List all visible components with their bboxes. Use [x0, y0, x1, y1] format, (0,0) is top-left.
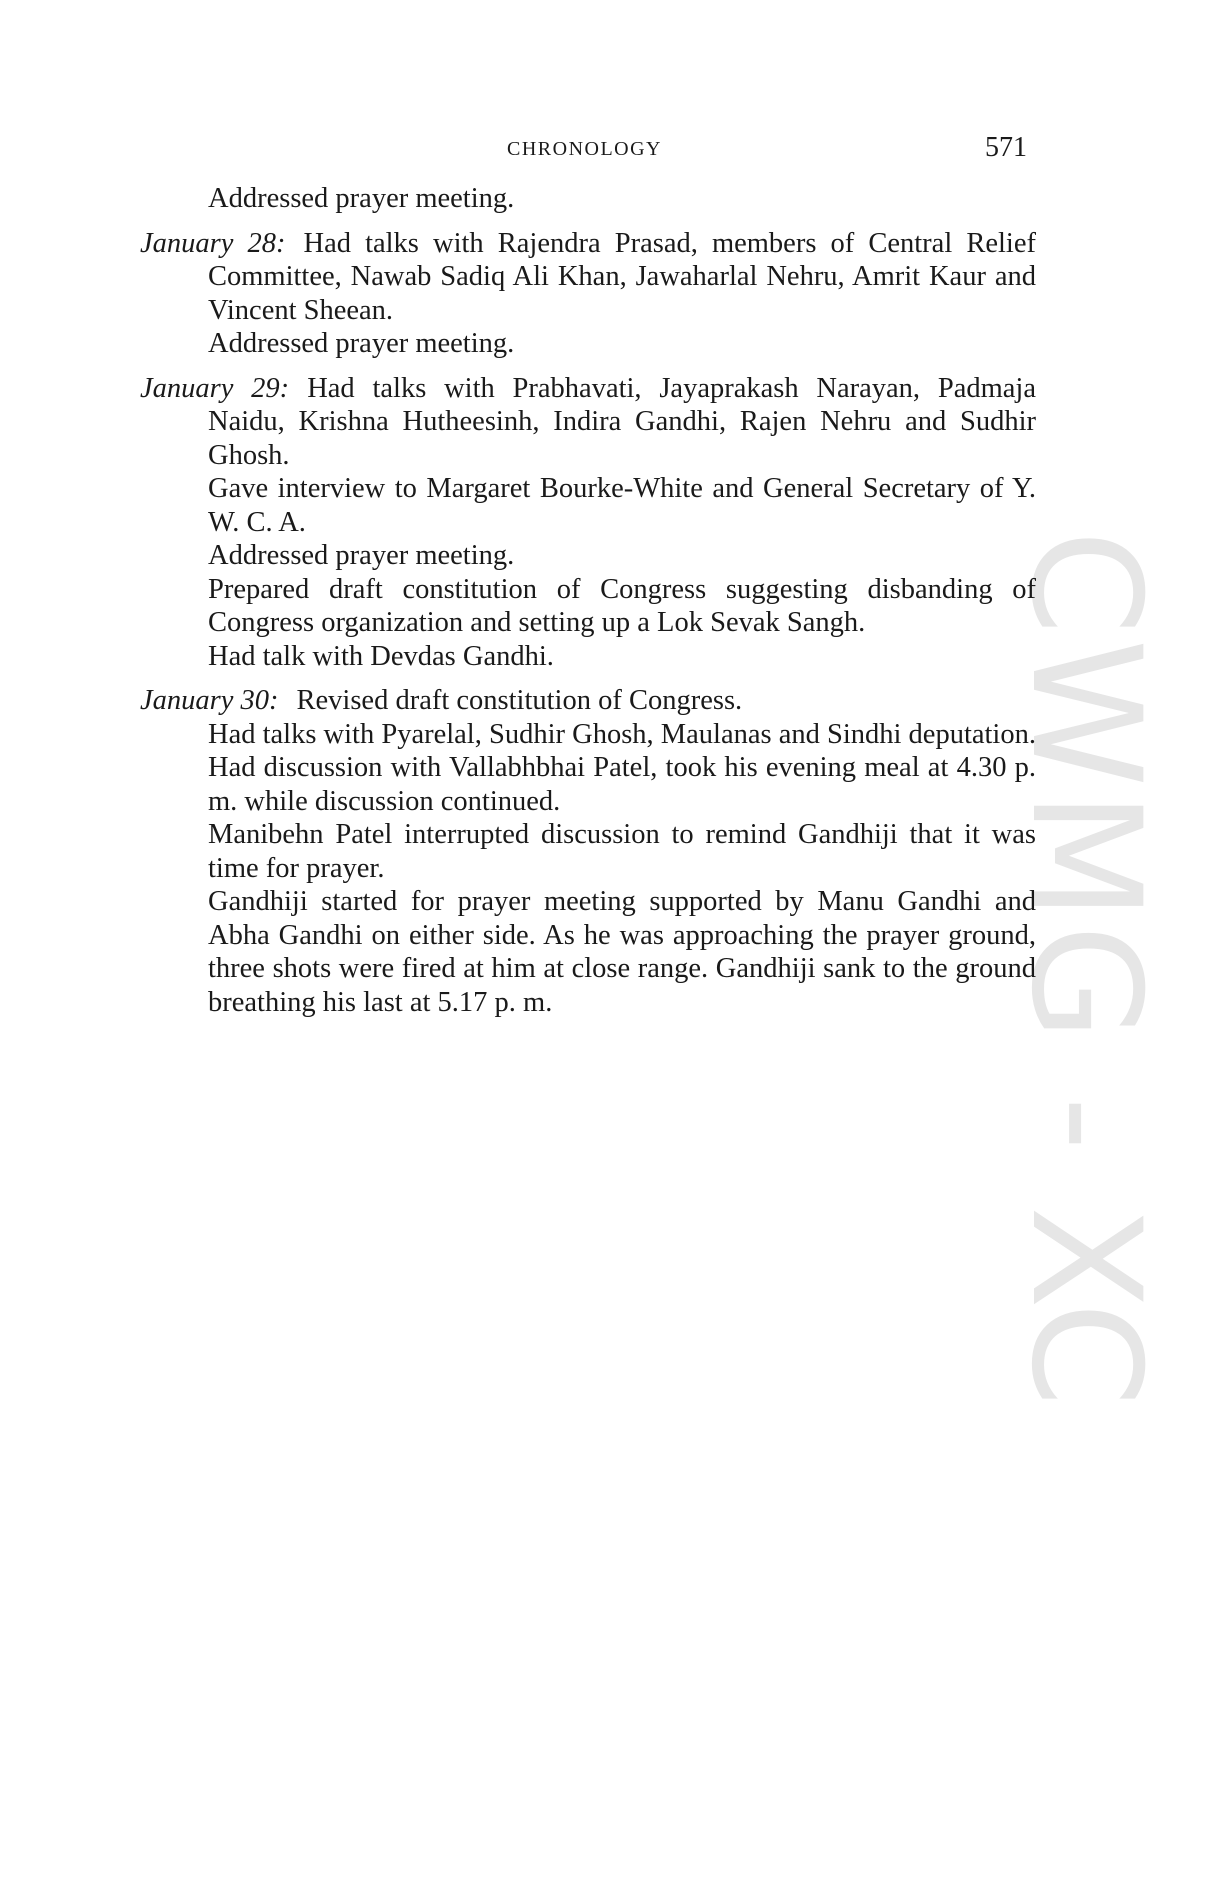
entry-paragraph: Gave interview to Margaret Bourke-White and General Secretary of Y. W. C. A.	[208, 473, 1036, 538]
entry-date: January 29:	[140, 372, 290, 404]
entry-paragraph: Manibehn Patel interrupted discussion to remind Gandhiji that it was time for prayer.	[208, 819, 1036, 884]
entry-date: January 28:	[140, 227, 286, 259]
entry-date: January 30:	[140, 685, 279, 716]
entry-first-paragraph	[140, 372, 1036, 473]
entry-first-paragraph	[140, 684, 1036, 718]
entry-paragraph: Had talk with Devdas Gandhi.	[208, 640, 554, 672]
entry-paragraph: Had talks with Prabhavati, Jayaprakash Narayan, Padmaja Naidu, Krishna Hutheesinh, Indira Gandhi, Rajen Nehru and Sudhir Ghosh.	[208, 372, 1036, 471]
entry-paragraph: Prepared draft constitution of Congress suggesting disbanding of Congress organization and setting up a Lok Sevak Sangh.	[208, 573, 1036, 638]
chronology-entry-jan-29	[140, 372, 1036, 674]
chronology-entry-continued	[140, 182, 1036, 216]
chronology-body	[140, 182, 1036, 1030]
watermark: CWMG - XC	[998, 530, 1172, 1411]
entry-paragraph: Gandhiji started for prayer meeting supported by Manu Gandhi and Abha Gandhi on either side. As he was approaching the prayer ground, three shots were fired at him at close range. Gandhiji sank to the ground breathing his last at 5.17 p. m.	[208, 886, 1036, 1018]
chronology-entry-jan-28	[140, 227, 1036, 361]
entry-paragraph: Revised draft constitution of Congress.	[296, 685, 743, 716]
entry-paragraph: Had talks with Rajendra Prasad, members of Central Relief Committee, Nawab Sadiq Ali Khan, Jawaharlal Nehru, Amrit Kaur and Vincent Sheean.	[208, 227, 1036, 326]
page-number: 571	[985, 132, 1027, 163]
chronology-entry-jan-30	[140, 684, 1036, 1019]
entry-paragraph: Had discussion with Vallabhbhai Patel, took his evening meal at 4.30 p. m. while discussion continued.	[208, 752, 1036, 817]
entry-first-paragraph	[140, 227, 1036, 328]
entry-paragraph: Addressed prayer meeting.	[208, 183, 515, 214]
running-header	[0, 134, 1229, 166]
entry-paragraph: Had talks with Pyarelal, Sudhir Ghosh, Maulanas and Sindhi deputation.	[208, 718, 1036, 750]
entry-paragraph: Addressed prayer meeting.	[208, 540, 515, 571]
running-title: CHRONOLOGY	[507, 138, 662, 160]
entry-paragraph: Addressed prayer meeting.	[208, 328, 515, 359]
